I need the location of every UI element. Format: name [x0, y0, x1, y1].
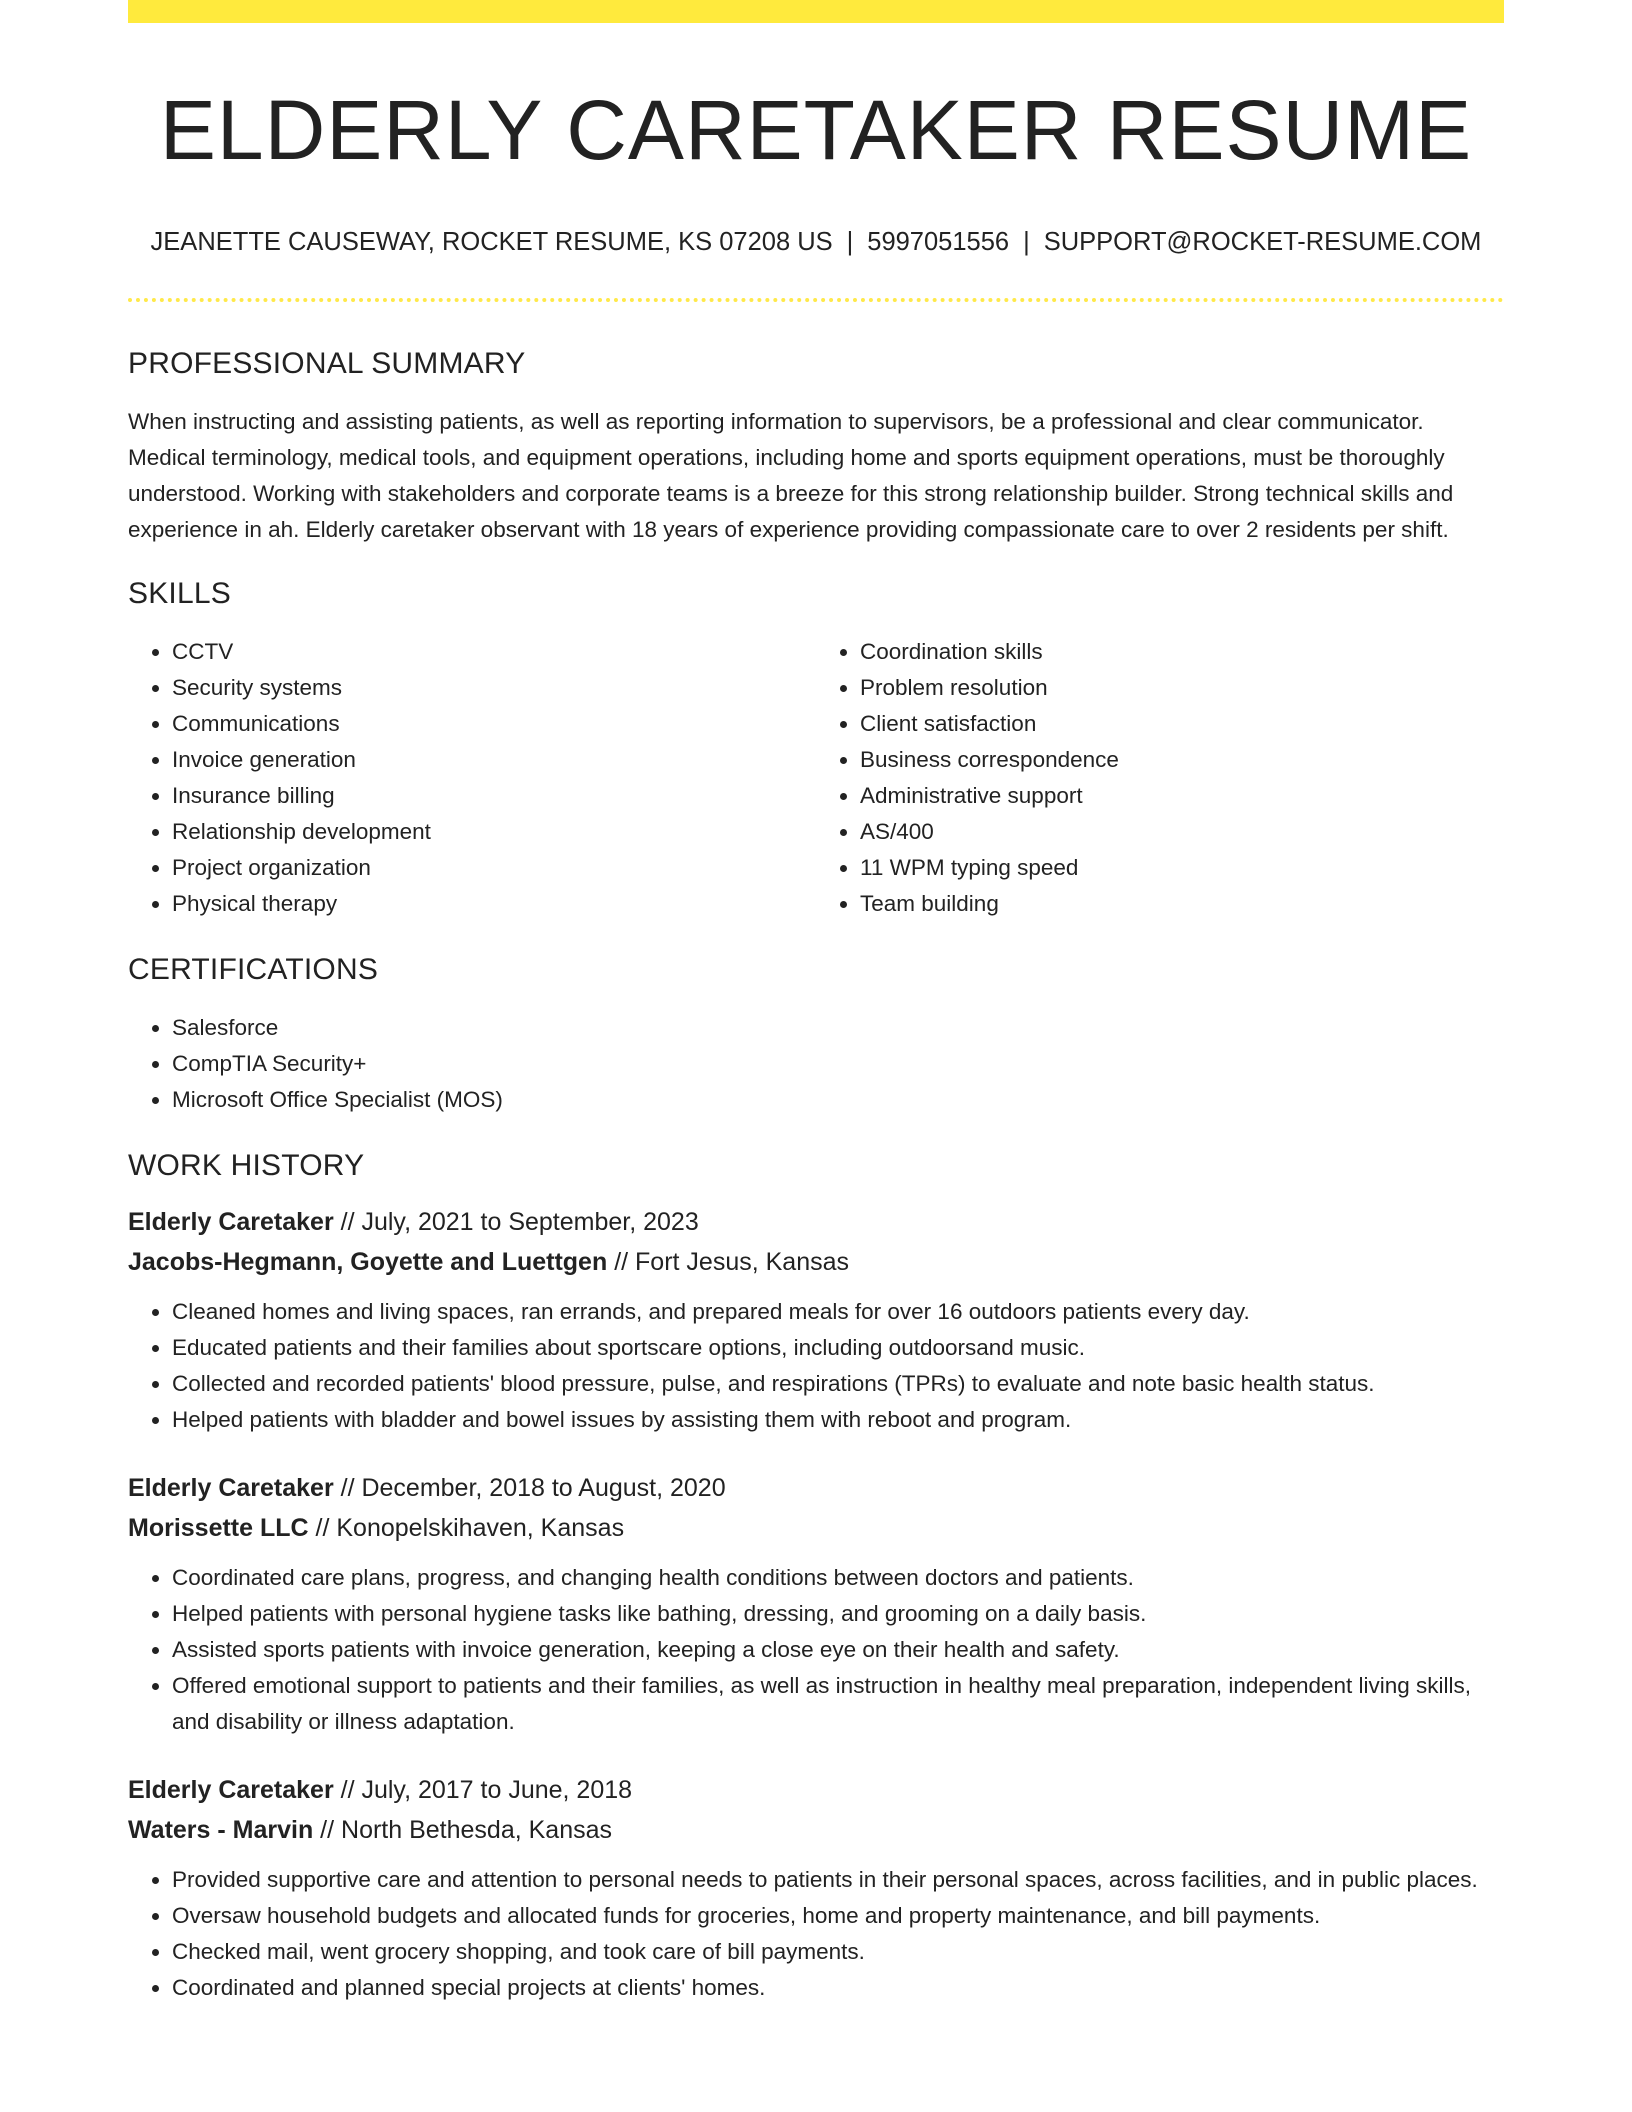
certification-item: • CompTIA Security+ — [172, 1046, 1504, 1082]
skill-item: • Team building — [860, 886, 1504, 922]
job-role: Elderly Caretaker — [128, 1207, 334, 1236]
summary-heading: PROFESSIONAL SUMMARY — [128, 346, 526, 380]
job-company: Jacobs-Hegmann, Goyette and Luettgen — [128, 1247, 608, 1276]
job-bullet: • Coordinated and planned special projects at clients' homes. — [172, 1970, 1504, 2006]
skills-list-left — [128, 634, 816, 922]
page-title: ELDERLY CARETAKER RESUME — [159, 83, 1473, 177]
job-company-line — [128, 1508, 1504, 1548]
certification-item: • Salesforce — [172, 1010, 1504, 1046]
skill-item: • Business correspondence — [860, 742, 1504, 778]
job-bullet: • Coordinated care plans, progress, and changing health conditions between doctors and patients. — [172, 1560, 1504, 1596]
job-bullet: • Helped patients with personal hygiene tasks like bathing, dressing, and grooming on a daily basis. — [172, 1596, 1504, 1632]
certifications-list — [128, 1010, 1504, 1118]
skill-item: • 11 WPM typing speed — [860, 850, 1504, 886]
job-bullet: • Collected and recorded patients' blood pressure, pulse, and respirations (TPRs) to evaluate and note basic health status. — [172, 1366, 1504, 1402]
skill-item: • Coordination skills — [860, 634, 1504, 670]
job-company: Morissette LLC — [128, 1513, 309, 1542]
skill-item: • Communications — [172, 706, 816, 742]
skill-item: • Client satisfaction — [860, 706, 1504, 742]
certifications-heading: CERTIFICATIONS — [128, 952, 379, 986]
dotted-divider — [128, 298, 1504, 302]
job-bullet: • Offered emotional support to patients and their families, as well as instruction in healthy meal preparation, independent living skills, and disability or illness adaptation. — [172, 1668, 1504, 1740]
skills-list-right — [816, 634, 1504, 922]
contact-line — [128, 227, 1504, 258]
job-company: Waters - Marvin — [128, 1815, 314, 1844]
job-bullets — [128, 1862, 1504, 2006]
contact-separator: | — [846, 228, 854, 257]
job-company-line — [128, 1242, 1504, 1282]
job-location: // Fort Jesus, Kansas — [607, 1247, 850, 1276]
job-dates: // December, 2018 to August, 2020 — [333, 1473, 726, 1502]
job-title-line — [128, 1202, 1504, 1242]
skill-item: • Project organization — [172, 850, 816, 886]
resume-page — [128, 0, 1504, 2006]
job-role: Elderly Caretaker — [128, 1775, 334, 1804]
top-accent-bar — [128, 0, 1504, 23]
job-location: // North Bethesda, Kansas — [313, 1815, 613, 1844]
summary-text: When instructing and assisting patients, as well as reporting information to supervisors, be a professional and clear communicator. Medical terminology, medical tools, and equipment operations, including home and sports equipment operations, must be thoroughly understood. Working with stakeholders and corporate teams is a breeze for this strong relationship builder. Strong technical skills and experience in ah. Elderly caretaker observant with 18 years of experience providing compassionate care to over 2 residents per shift. — [128, 408, 1454, 542]
contact-separator: | — [1023, 228, 1030, 257]
skill-item: • AS/400 — [860, 814, 1504, 850]
certification-item: • Microsoft Office Specialist (MOS) — [172, 1082, 1504, 1118]
job-bullet: • Checked mail, went grocery shopping, and took care of bill payments. — [172, 1934, 1504, 1970]
work-history-heading: WORK HISTORY — [128, 1148, 365, 1182]
job-dates: // July, 2021 to September, 2023 — [333, 1207, 699, 1236]
job-bullet: • Helped patients with bladder and bowel issues by assisting them with reboot and program. — [172, 1402, 1504, 1438]
skill-item: • Security systems — [172, 670, 816, 706]
job-bullet: • Provided supportive care and attention to personal needs to patients in their personal spaces, across facilities, and in public places. — [172, 1862, 1504, 1898]
job-title-line — [128, 1468, 1504, 1508]
skill-item: • Insurance billing — [172, 778, 816, 814]
skill-item: • CCTV — [172, 634, 816, 670]
skills-columns — [128, 634, 1504, 922]
contact-email: SUPPORT@ROCKET-RESUME.COM — [1043, 228, 1482, 257]
job-title-line — [128, 1770, 1504, 1810]
job-bullets — [128, 1294, 1504, 1438]
skill-item: • Administrative support — [860, 778, 1504, 814]
skill-item: • Invoice generation — [172, 742, 816, 778]
skill-item: • Physical therapy — [172, 886, 816, 922]
job-company-line — [128, 1810, 1504, 1850]
job-role: Elderly Caretaker — [128, 1473, 334, 1502]
job-bullets — [128, 1560, 1504, 1740]
job-bullet: • Educated patients and their families about sportscare options, including outdoorsand music. — [172, 1330, 1504, 1366]
contact-address: JEANETTE CAUSEWAY, ROCKET RESUME, KS 07208 US — [150, 228, 833, 257]
skill-item: • Problem resolution — [860, 670, 1504, 706]
skill-item: • Relationship development — [172, 814, 816, 850]
skills-heading: SKILLS — [128, 576, 231, 610]
contact-phone: 5997051556 — [867, 228, 1010, 257]
job-bullet: • Cleaned homes and living spaces, ran errands, and prepared meals for over 16 outdoors patients every day. — [172, 1294, 1504, 1330]
job-location: // Konopelskihaven, Kansas — [308, 1513, 625, 1542]
job-dates: // July, 2017 to June, 2018 — [333, 1775, 633, 1804]
job-bullet: • Oversaw household budgets and allocated funds for groceries, home and property maintenance, and bill payments. — [172, 1898, 1504, 1934]
job-bullet: • Assisted sports patients with invoice generation, keeping a close eye on their health and safety. — [172, 1632, 1504, 1668]
